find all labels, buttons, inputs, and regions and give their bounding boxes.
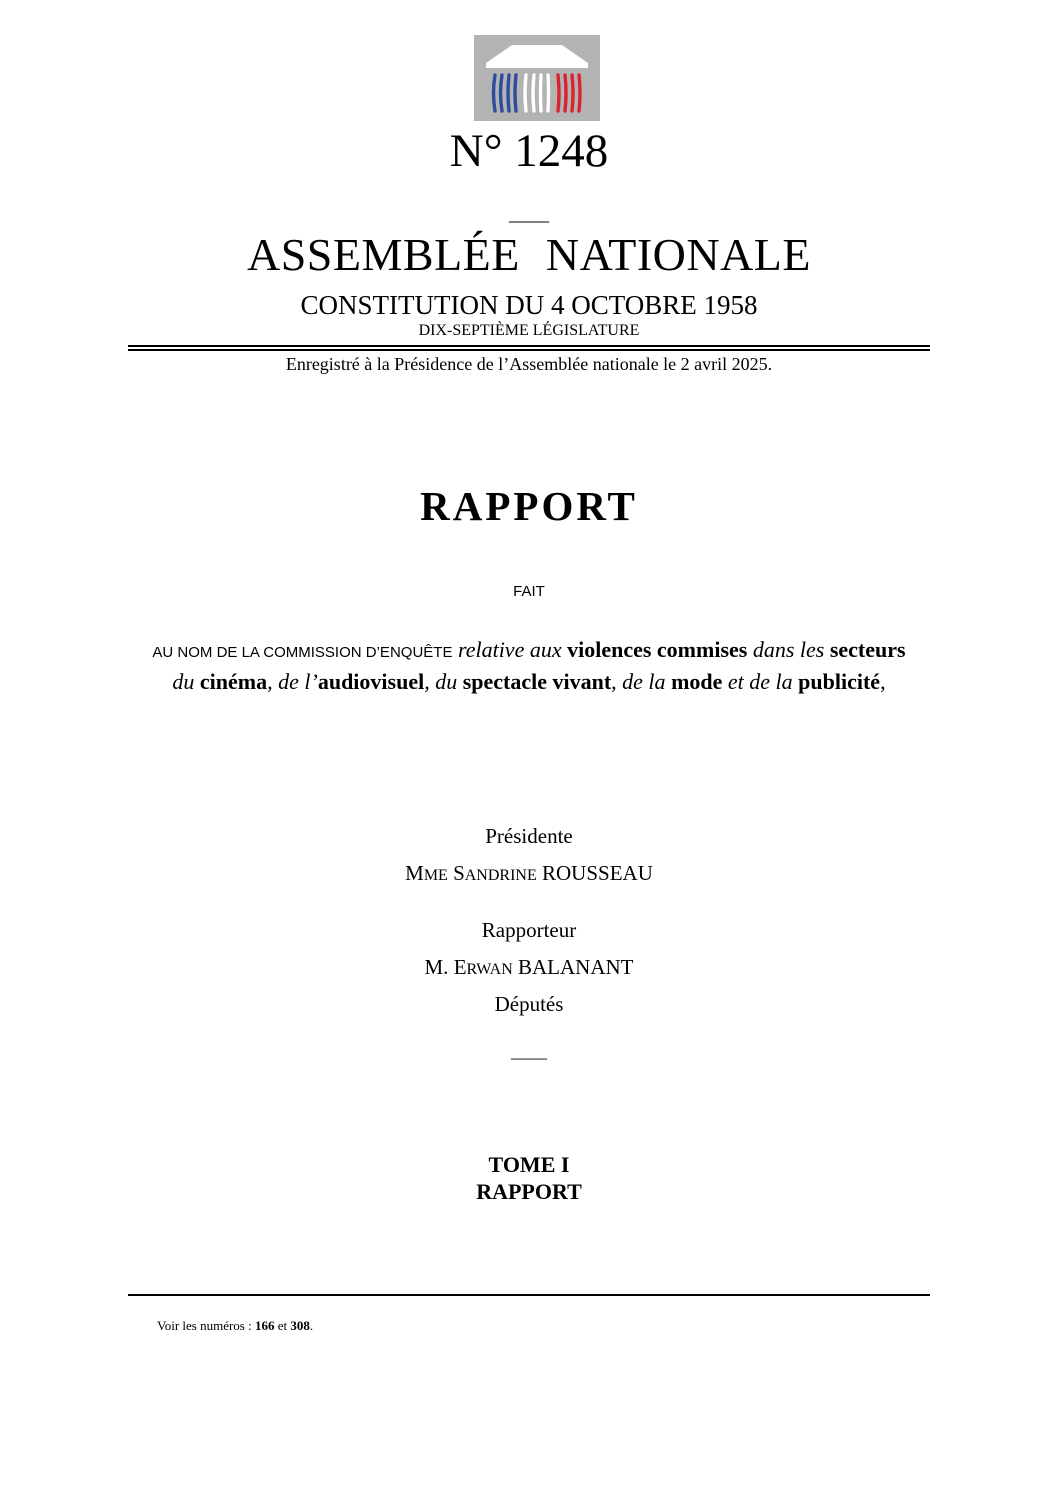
- fait-label: FAIT: [513, 583, 545, 600]
- text-bold: publicité: [798, 668, 881, 694]
- text-italic: relative aux: [457, 637, 562, 662]
- rapporteur-first-initial: E: [453, 955, 467, 979]
- footnote-number-2: 308: [290, 1318, 310, 1333]
- president-name: [0, 860, 1058, 889]
- footnote: [157, 1317, 313, 1335]
- text-bold: spectacle vivant: [462, 668, 612, 694]
- double-rule-bottom: [128, 349, 930, 351]
- tome-block: [0, 1151, 1058, 1205]
- president-title-initial: M: [405, 861, 424, 885]
- president-first-rest: ANDRINE: [464, 867, 537, 884]
- rapporteur-name: [0, 954, 1058, 983]
- rapporteur-last-name: BALANANT: [518, 955, 634, 979]
- text-bold: mode: [671, 668, 723, 694]
- constitution-line: CONSTITUTION DU 4 OCTOBRE 1958: [300, 290, 758, 320]
- rapporteur-role: Rapporteur: [481, 918, 577, 942]
- registration-date: Enregistré à la Présidence de l’Assemblée nationale le 2 avril 2025.: [285, 354, 773, 374]
- text-bold: cinéma: [199, 668, 268, 694]
- assembly-word-2: NATIONALE: [545, 229, 811, 280]
- assembly-word-1: ASSEMBLÉE: [247, 229, 520, 280]
- assemblee-nationale-logo: [474, 35, 600, 121]
- commission-prefix: AU NOM DE LA COMMISSION D’ENQUÊTE: [152, 644, 453, 661]
- president-role: Présidente: [485, 824, 573, 848]
- separator-line: ____: [509, 203, 549, 225]
- commission-description: [140, 636, 918, 696]
- president-title-rest: ME: [423, 867, 448, 884]
- text-italic: , de l’: [267, 668, 318, 694]
- president-first-initial: S: [453, 861, 465, 885]
- report-title: RAPPORT: [420, 483, 638, 529]
- footnote-and: et: [277, 1318, 288, 1333]
- assembly-name: [0, 228, 1058, 282]
- text-plain: ,: [880, 668, 886, 694]
- legislature-line: DIX-SEPTIÈME LÉGISLATURE: [418, 322, 640, 339]
- text-bold: secteurs: [829, 637, 906, 662]
- text-italic: et de la: [727, 668, 793, 694]
- double-rule-top: [128, 345, 930, 347]
- text-bold: audiovisuel: [317, 668, 425, 694]
- footnote-number-1: 166: [254, 1318, 275, 1333]
- footer-rule: [128, 1294, 930, 1296]
- rapporteur-first-rest: RWAN: [466, 961, 513, 978]
- footnote-prefix: Voir les numéros :: [157, 1318, 252, 1333]
- rapporteur-title: M.: [424, 955, 449, 979]
- text-italic: , de la: [611, 668, 666, 694]
- short-separator: ____: [511, 1041, 547, 1061]
- president-last-name: ROUSSEAU: [542, 861, 653, 885]
- text-bold: violences commises: [567, 637, 748, 662]
- text-italic: dans les: [752, 637, 825, 662]
- tome-number: TOME I: [488, 1152, 570, 1177]
- footnote-end: .: [309, 1318, 314, 1333]
- deputes-label: Députés: [494, 992, 564, 1016]
- tome-subtitle: RAPPORT: [476, 1179, 582, 1204]
- text-italic: du: [172, 668, 195, 694]
- document-number: N° 1248: [449, 125, 609, 177]
- text-italic: , du: [424, 668, 458, 694]
